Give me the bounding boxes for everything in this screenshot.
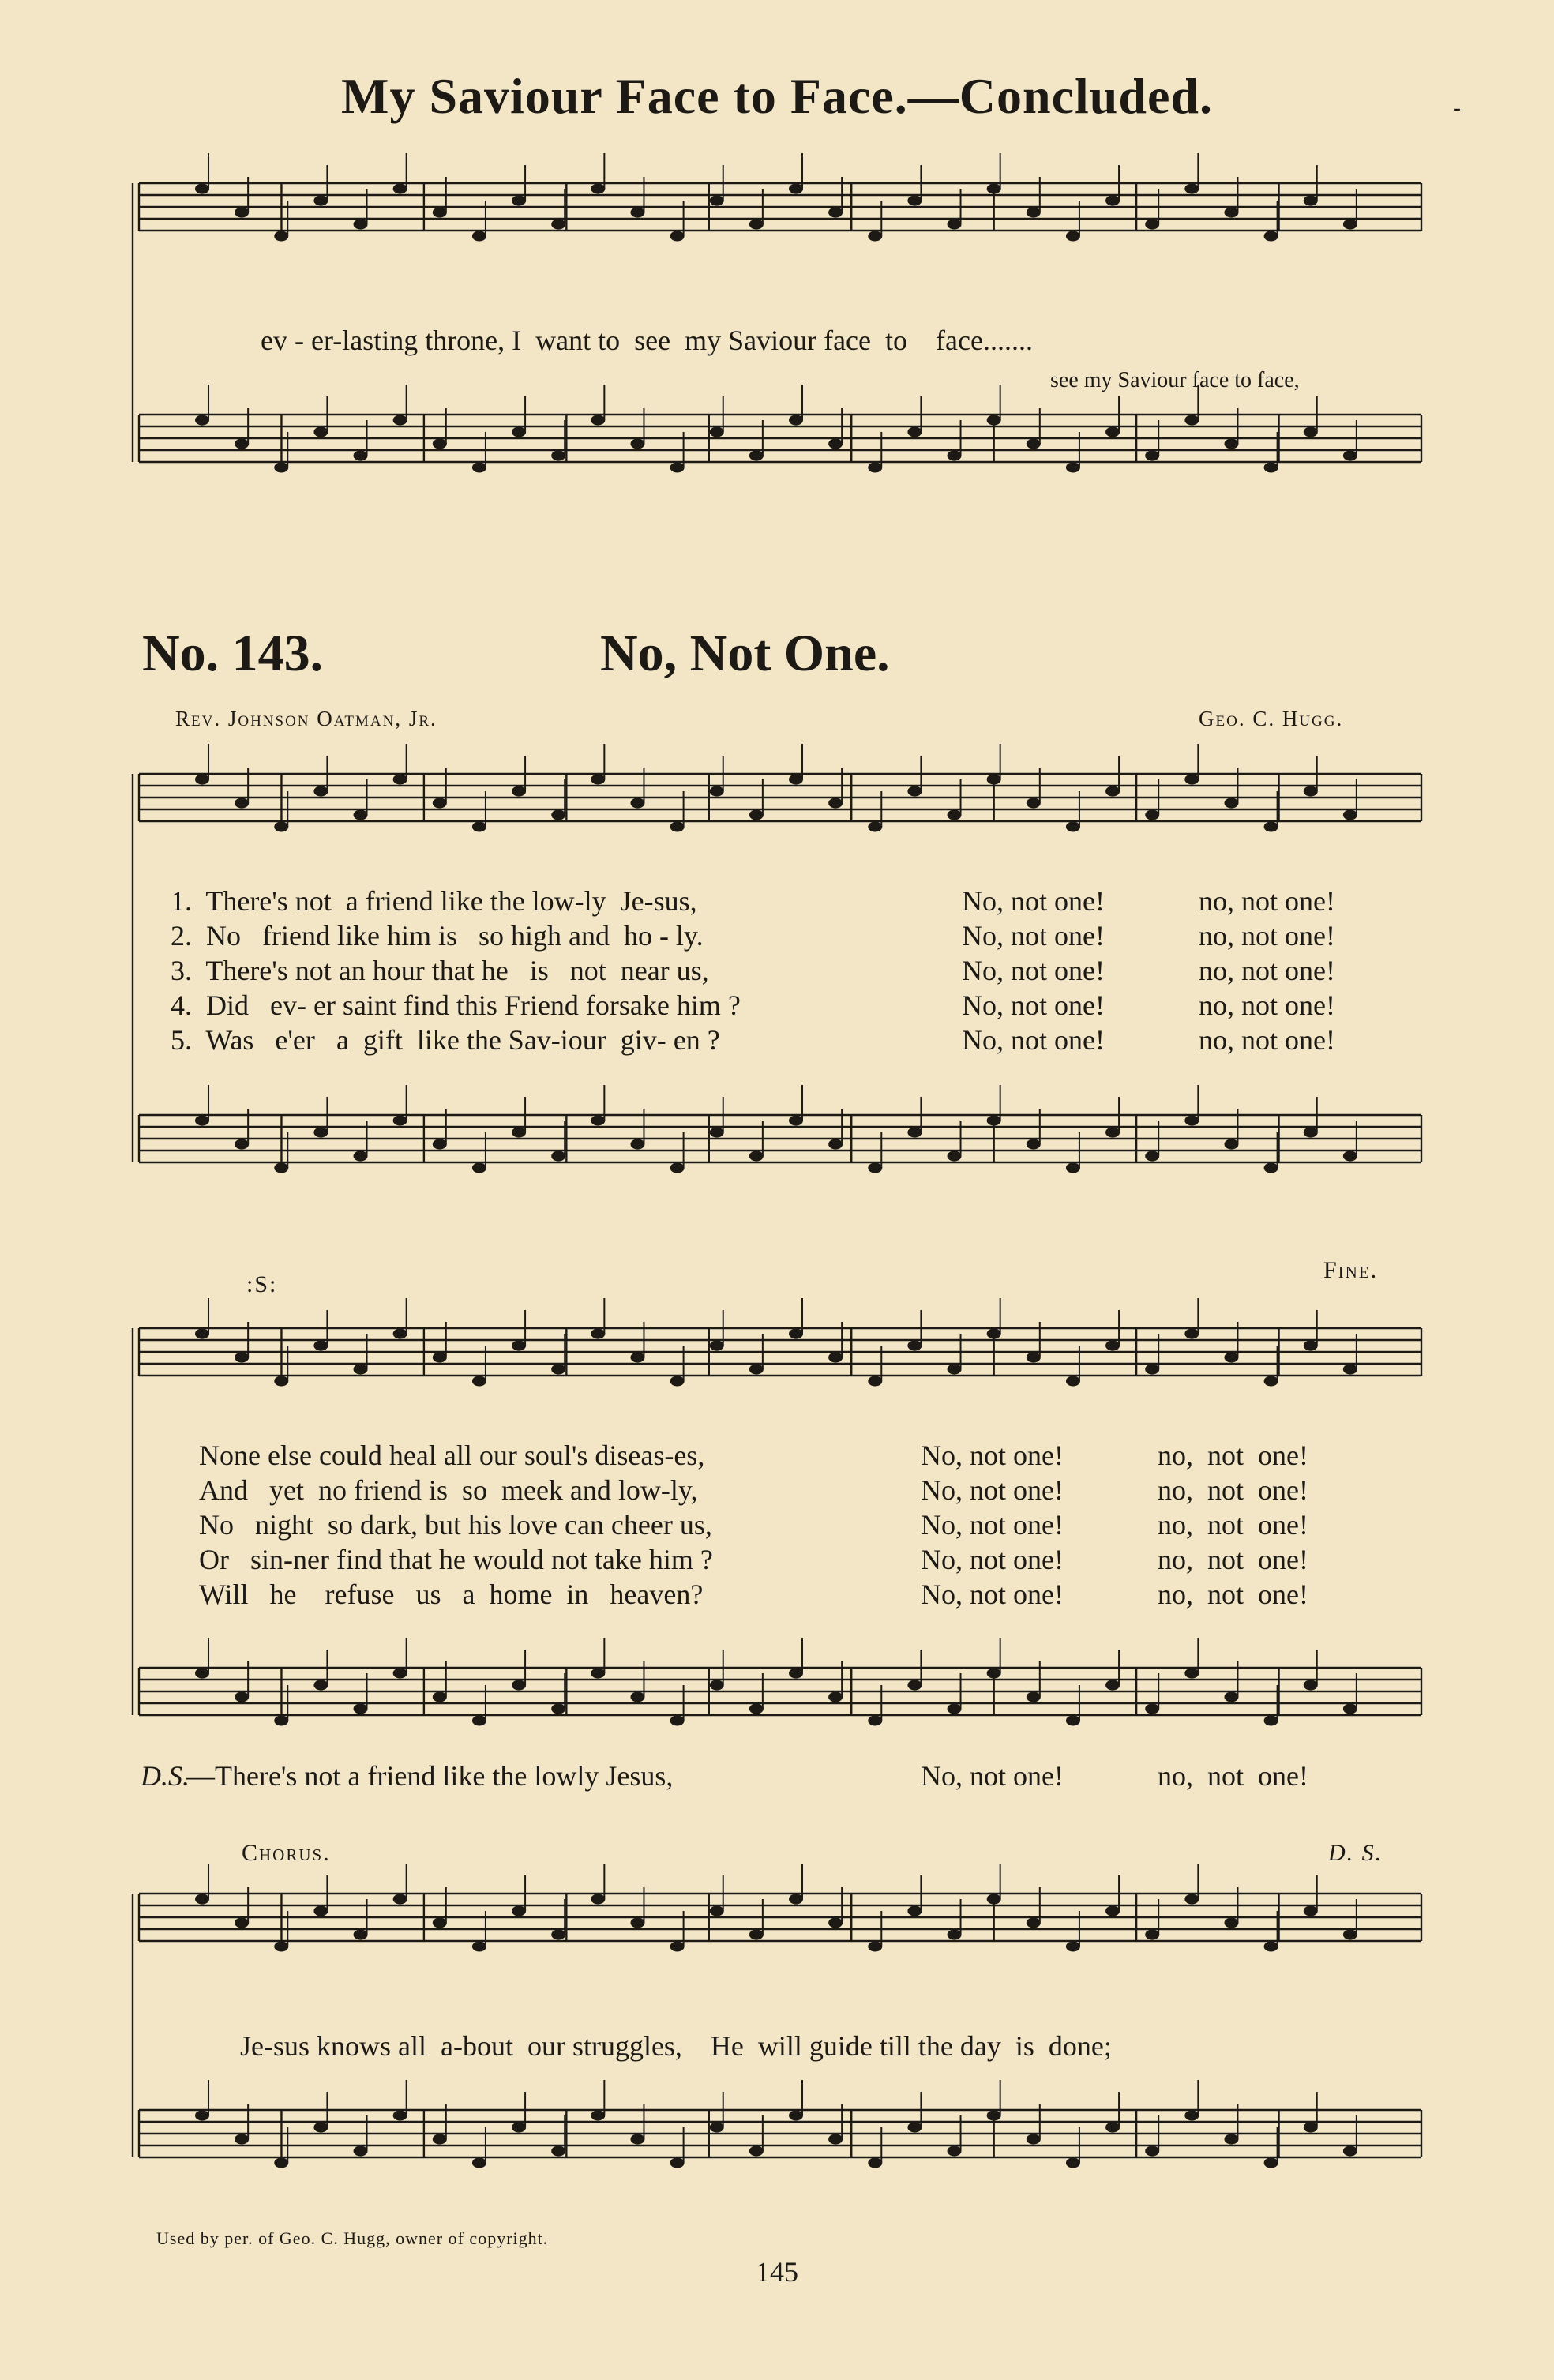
note-head <box>1343 1151 1357 1162</box>
note-head <box>828 1918 843 1928</box>
note-head <box>1184 1669 1199 1679</box>
note-head <box>1184 2111 1199 2121</box>
note-head <box>987 1669 1001 1679</box>
note-head <box>670 1716 685 1726</box>
verse-line: 2. No friend like him is so high and ho - ly. <box>171 920 704 952</box>
note-head <box>670 1163 685 1173</box>
note-head <box>393 1116 407 1126</box>
note-head <box>274 1942 288 1952</box>
note-head <box>907 1906 922 1916</box>
verse-refrain-1: No, not one! <box>962 885 1105 917</box>
note-head <box>948 1365 962 1375</box>
note-head <box>551 1365 565 1375</box>
note-head <box>868 231 882 242</box>
verse-line-2: Will he refuse us a home in heaven? <box>199 1579 704 1610</box>
verse-line-2: Or sin-ner find that he would not take him ? <box>199 1544 713 1575</box>
copyright-note: Used by per. of Geo. C. Hugg, owner of copyright. <box>156 2228 549 2248</box>
note-head <box>1105 2123 1120 2133</box>
note-head <box>591 1329 605 1339</box>
note-head <box>195 1116 209 1126</box>
verse-line: 1. There's not a friend like the low-ly Je-sus, <box>171 885 697 917</box>
note-head <box>1224 1139 1238 1150</box>
verse-refrain-2: no, not one! <box>1158 1509 1308 1541</box>
note-head <box>987 1329 1001 1339</box>
note-head <box>828 798 843 809</box>
note-head <box>1264 1163 1278 1173</box>
note-head <box>591 1894 605 1905</box>
note-head <box>274 463 288 473</box>
note-head <box>1027 798 1041 809</box>
note-head <box>313 1341 328 1351</box>
note-head <box>1184 184 1199 194</box>
note-head <box>1145 1930 1159 1940</box>
note-head <box>195 184 209 194</box>
note-head <box>1066 231 1080 242</box>
note-head <box>313 2123 328 2133</box>
note-head <box>828 2134 843 2145</box>
note-head <box>591 1669 605 1679</box>
note-head <box>789 1894 803 1905</box>
note-head <box>1304 2123 1318 2133</box>
note-head <box>1343 1704 1357 1714</box>
note-head <box>235 439 249 449</box>
note-head <box>868 1716 882 1726</box>
note-head <box>1066 1376 1080 1387</box>
note-head <box>907 1341 922 1351</box>
verse-line-2: And yet no friend is so meek and low-ly, <box>199 1474 698 1506</box>
note-head <box>1184 1894 1199 1905</box>
note-head <box>433 2134 447 2145</box>
verse-line: 5. Was e'er a gift like the Sav-iour giv- en ? <box>171 1024 720 1056</box>
note-head <box>948 220 962 230</box>
note-head <box>274 231 288 242</box>
note-head <box>749 1365 764 1375</box>
note-head <box>274 2158 288 2168</box>
verse-refrain-1: No, not one! <box>921 1474 1064 1506</box>
chorus-lyric: Je-sus knows all a-bout our struggles, He will guide till the day is done; <box>240 2030 1112 2062</box>
note-head <box>433 439 447 449</box>
note-head <box>670 463 685 473</box>
note-head <box>512 2123 526 2133</box>
note-head <box>868 822 882 832</box>
note-head <box>1184 1116 1199 1126</box>
note-head <box>828 208 843 218</box>
note-head <box>591 184 605 194</box>
note-head <box>710 2123 724 2133</box>
note-head <box>433 208 447 218</box>
note-head <box>1066 463 1080 473</box>
note-head <box>1264 2158 1278 2168</box>
verse-refrain-1: No, not one! <box>921 1579 1064 1610</box>
note-head <box>710 1341 724 1351</box>
note-head <box>1343 1930 1357 1940</box>
note-head <box>433 1692 447 1702</box>
note-head <box>591 415 605 426</box>
note-head <box>710 427 724 437</box>
note-head <box>630 1918 644 1928</box>
note-head <box>274 1163 288 1173</box>
note-head <box>313 427 328 437</box>
note-head <box>1224 1353 1238 1363</box>
note-head <box>195 775 209 785</box>
note-head <box>195 1329 209 1339</box>
note-head <box>948 1704 962 1714</box>
page-number: 145 <box>756 2256 798 2288</box>
note-head <box>948 810 962 820</box>
concluded-lyric: ev - er-lasting throne, I want to see my Saviour face to face....... <box>261 325 1033 356</box>
note-head <box>1224 439 1238 449</box>
note-head <box>1304 1128 1318 1138</box>
note-head <box>274 1376 288 1387</box>
note-head <box>1264 1716 1278 1726</box>
verse-refrain-2: no, not one! <box>1199 920 1335 952</box>
note-head <box>828 439 843 449</box>
note-head <box>1105 427 1120 437</box>
note-head <box>1264 463 1278 473</box>
note-head <box>1027 439 1041 449</box>
ds-refrain-2: no, not one! <box>1158 1760 1308 1792</box>
note-head <box>1304 1680 1318 1691</box>
ds-label: D.S. <box>141 1760 190 1792</box>
note-head <box>393 775 407 785</box>
note-head <box>1304 1341 1318 1351</box>
note-head <box>1145 2146 1159 2157</box>
note-head <box>1304 1906 1318 1916</box>
concluded-lyric-alt: see my Saviour face to face, <box>1050 368 1300 392</box>
note-head <box>393 415 407 426</box>
note-head <box>907 2123 922 2133</box>
note-head <box>433 1353 447 1363</box>
note-head <box>1066 2158 1080 2168</box>
note-head <box>512 196 526 206</box>
segno-mark: :S: <box>246 1271 278 1297</box>
note-head <box>472 1942 486 1952</box>
note-head <box>354 2146 368 2157</box>
note-head <box>472 463 486 473</box>
note-head <box>789 1669 803 1679</box>
note-head <box>907 1128 922 1138</box>
note-head <box>591 1116 605 1126</box>
note-head <box>354 1365 368 1375</box>
note-head <box>710 786 724 797</box>
note-head <box>1145 1151 1159 1162</box>
note-head <box>948 2146 962 2157</box>
note-head <box>710 1680 724 1691</box>
note-head <box>710 1906 724 1916</box>
note-head <box>551 2146 565 2157</box>
note-head <box>551 810 565 820</box>
note-head <box>1105 786 1120 797</box>
note-head <box>710 196 724 206</box>
note-head <box>1027 1918 1041 1928</box>
note-head <box>1304 786 1318 797</box>
note-head <box>313 1128 328 1138</box>
verse-line: 4. Did ev- er saint find this Friend forsake him ? <box>171 989 741 1021</box>
note-head <box>1145 1365 1159 1375</box>
note-head <box>1184 415 1199 426</box>
note-head <box>868 2158 882 2168</box>
note-head <box>354 1704 368 1714</box>
ds-refrain-1: No, not one! <box>921 1760 1064 1792</box>
note-head <box>274 1716 288 1726</box>
note-head <box>868 1376 882 1387</box>
verse-refrain-1: No, not one! <box>921 1544 1064 1575</box>
note-head <box>512 1680 526 1691</box>
note-head <box>670 231 685 242</box>
note-head <box>670 2158 685 2168</box>
note-head <box>354 220 368 230</box>
note-head <box>868 463 882 473</box>
note-head <box>393 184 407 194</box>
note-head <box>512 1906 526 1916</box>
note-head <box>1224 2134 1238 2145</box>
note-head <box>551 1151 565 1162</box>
note-head <box>987 2111 1001 2121</box>
note-head <box>235 2134 249 2145</box>
note-head <box>1304 196 1318 206</box>
note-head <box>551 1930 565 1940</box>
note-head <box>1145 451 1159 461</box>
verse-refrain-2: no, not one! <box>1199 1024 1335 1056</box>
hymn-title: No, Not One. <box>600 625 890 682</box>
note-head <box>1343 810 1357 820</box>
verse-line-2: None else could heal all our soul's diseas-es, <box>199 1440 705 1471</box>
note-head <box>1027 1139 1041 1150</box>
note-head <box>948 451 962 461</box>
note-head <box>907 1680 922 1691</box>
note-head <box>749 451 764 461</box>
note-head <box>235 1353 249 1363</box>
note-head <box>313 1906 328 1916</box>
note-head <box>828 1692 843 1702</box>
note-head <box>195 1894 209 1905</box>
note-head <box>789 184 803 194</box>
note-head <box>1264 1942 1278 1952</box>
note-head <box>393 2111 407 2121</box>
note-head <box>195 415 209 426</box>
verse-refrain-2: no, not one! <box>1158 1440 1308 1471</box>
note-head <box>235 1139 249 1150</box>
note-head <box>1066 822 1080 832</box>
note-head <box>1027 1692 1041 1702</box>
ds-mark: D. S. <box>1328 1840 1383 1866</box>
note-head <box>630 1692 644 1702</box>
verse-refrain-2: no, not one! <box>1199 989 1335 1021</box>
note-head <box>1264 1376 1278 1387</box>
note-head <box>472 822 486 832</box>
note-head <box>591 775 605 785</box>
ds-text: —There's not a friend like the lowly Jesus, <box>186 1760 674 1792</box>
note-head <box>749 1704 764 1714</box>
note-head <box>630 2134 644 2145</box>
note-head <box>433 1139 447 1150</box>
note-head <box>472 2158 486 2168</box>
note-head <box>630 1353 644 1363</box>
composer-credit: Geo. C. Hugg. <box>1199 707 1344 730</box>
note-head <box>235 208 249 218</box>
note-head <box>354 451 368 461</box>
note-head <box>749 220 764 230</box>
verse-refrain-2: no, not one! <box>1158 1544 1308 1575</box>
note-head <box>948 1930 962 1940</box>
note-head <box>789 415 803 426</box>
verse-refrain-2: no, not one! <box>1158 1579 1308 1610</box>
note-head <box>393 1669 407 1679</box>
note-head <box>749 810 764 820</box>
note-head <box>393 1329 407 1339</box>
note-head <box>828 1353 843 1363</box>
note-head <box>1066 1716 1080 1726</box>
note-head <box>1066 1163 1080 1173</box>
note-head <box>235 1918 249 1928</box>
note-head <box>670 1376 685 1387</box>
note-head <box>670 1942 685 1952</box>
verse-refrain-2: no, not one! <box>1199 955 1335 986</box>
note-head <box>1304 427 1318 437</box>
note-head <box>393 1894 407 1905</box>
chorus-label: Chorus. <box>242 1840 331 1866</box>
note-head <box>789 1116 803 1126</box>
note-head <box>472 231 486 242</box>
note-head <box>512 1128 526 1138</box>
note-head <box>749 2146 764 2157</box>
note-head <box>630 439 644 449</box>
note-head <box>789 1329 803 1339</box>
note-head <box>987 775 1001 785</box>
note-head <box>1145 220 1159 230</box>
note-head <box>670 822 685 832</box>
note-head <box>1105 1680 1120 1691</box>
note-head <box>472 1163 486 1173</box>
note-head <box>591 2111 605 2121</box>
note-head <box>313 786 328 797</box>
verse-refrain-1: No, not one! <box>921 1509 1064 1541</box>
note-head <box>1224 1918 1238 1928</box>
note-head <box>1105 1341 1120 1351</box>
verse-refrain-1: No, not one! <box>962 1024 1105 1056</box>
note-head <box>433 798 447 809</box>
verse-refrain-1: No, not one! <box>962 989 1105 1021</box>
note-head <box>1343 451 1357 461</box>
note-head <box>789 2111 803 2121</box>
note-head <box>433 1918 447 1928</box>
page-title: My Saviour Face to Face.—Concluded. <box>341 68 1213 124</box>
note-head <box>1343 220 1357 230</box>
note-head <box>551 451 565 461</box>
note-head <box>907 786 922 797</box>
note-head <box>987 415 1001 426</box>
note-head <box>1343 2146 1357 2157</box>
note-head <box>274 822 288 832</box>
note-head <box>512 786 526 797</box>
verse-line-2: No night so dark, but his love can cheer us, <box>199 1509 712 1541</box>
note-head <box>987 1116 1001 1126</box>
note-head <box>1027 2134 1041 2145</box>
note-head <box>1105 196 1120 206</box>
note-head <box>1264 822 1278 832</box>
note-head <box>354 1930 368 1940</box>
lyricist-credit: Rev. Johnson Oatman, Jr. <box>175 707 437 730</box>
note-head <box>1066 1942 1080 1952</box>
note-head <box>1343 1365 1357 1375</box>
note-head <box>987 184 1001 194</box>
note-head <box>907 427 922 437</box>
note-head <box>749 1930 764 1940</box>
note-head <box>948 1151 962 1162</box>
note-head <box>868 1163 882 1173</box>
note-head <box>512 1341 526 1351</box>
note-head <box>354 1151 368 1162</box>
note-head <box>235 1692 249 1702</box>
note-head <box>1184 775 1199 785</box>
note-head <box>313 1680 328 1691</box>
note-head <box>710 1128 724 1138</box>
note-head <box>1027 1353 1041 1363</box>
note-head <box>472 1376 486 1387</box>
note-head <box>1264 231 1278 242</box>
verse-refrain-1: No, not one! <box>921 1440 1064 1471</box>
verse-refrain-2: no, not one! <box>1199 885 1335 917</box>
note-head <box>1224 1692 1238 1702</box>
verse-refrain-1: No, not one! <box>962 920 1105 952</box>
fine-mark: Fine. <box>1323 1257 1379 1283</box>
note-head <box>1145 1704 1159 1714</box>
note-head <box>630 1139 644 1150</box>
note-head <box>749 1151 764 1162</box>
hymn-number: No. 143. <box>142 625 324 682</box>
note-head <box>789 775 803 785</box>
note-head <box>987 1894 1001 1905</box>
verse-line: 3. There's not an hour that he is not near us, <box>171 955 709 986</box>
margin-mark: - <box>1453 95 1461 121</box>
note-head <box>1027 208 1041 218</box>
note-head <box>472 1716 486 1726</box>
note-head <box>1145 810 1159 820</box>
note-head <box>551 1704 565 1714</box>
note-head <box>630 208 644 218</box>
note-head <box>1224 208 1238 218</box>
note-head <box>1224 798 1238 809</box>
note-head <box>195 2111 209 2121</box>
note-head <box>907 196 922 206</box>
note-head <box>1105 1128 1120 1138</box>
verse-refrain-1: No, not one! <box>962 955 1105 986</box>
note-head <box>235 798 249 809</box>
note-head <box>354 810 368 820</box>
note-head <box>195 1669 209 1679</box>
note-head <box>1184 1329 1199 1339</box>
note-head <box>512 427 526 437</box>
verse-refrain-2: no, not one! <box>1158 1474 1308 1506</box>
note-head <box>828 1139 843 1150</box>
note-head <box>1105 1906 1120 1916</box>
note-head <box>313 196 328 206</box>
note-head <box>551 220 565 230</box>
note-head <box>630 798 644 809</box>
note-head <box>868 1942 882 1952</box>
